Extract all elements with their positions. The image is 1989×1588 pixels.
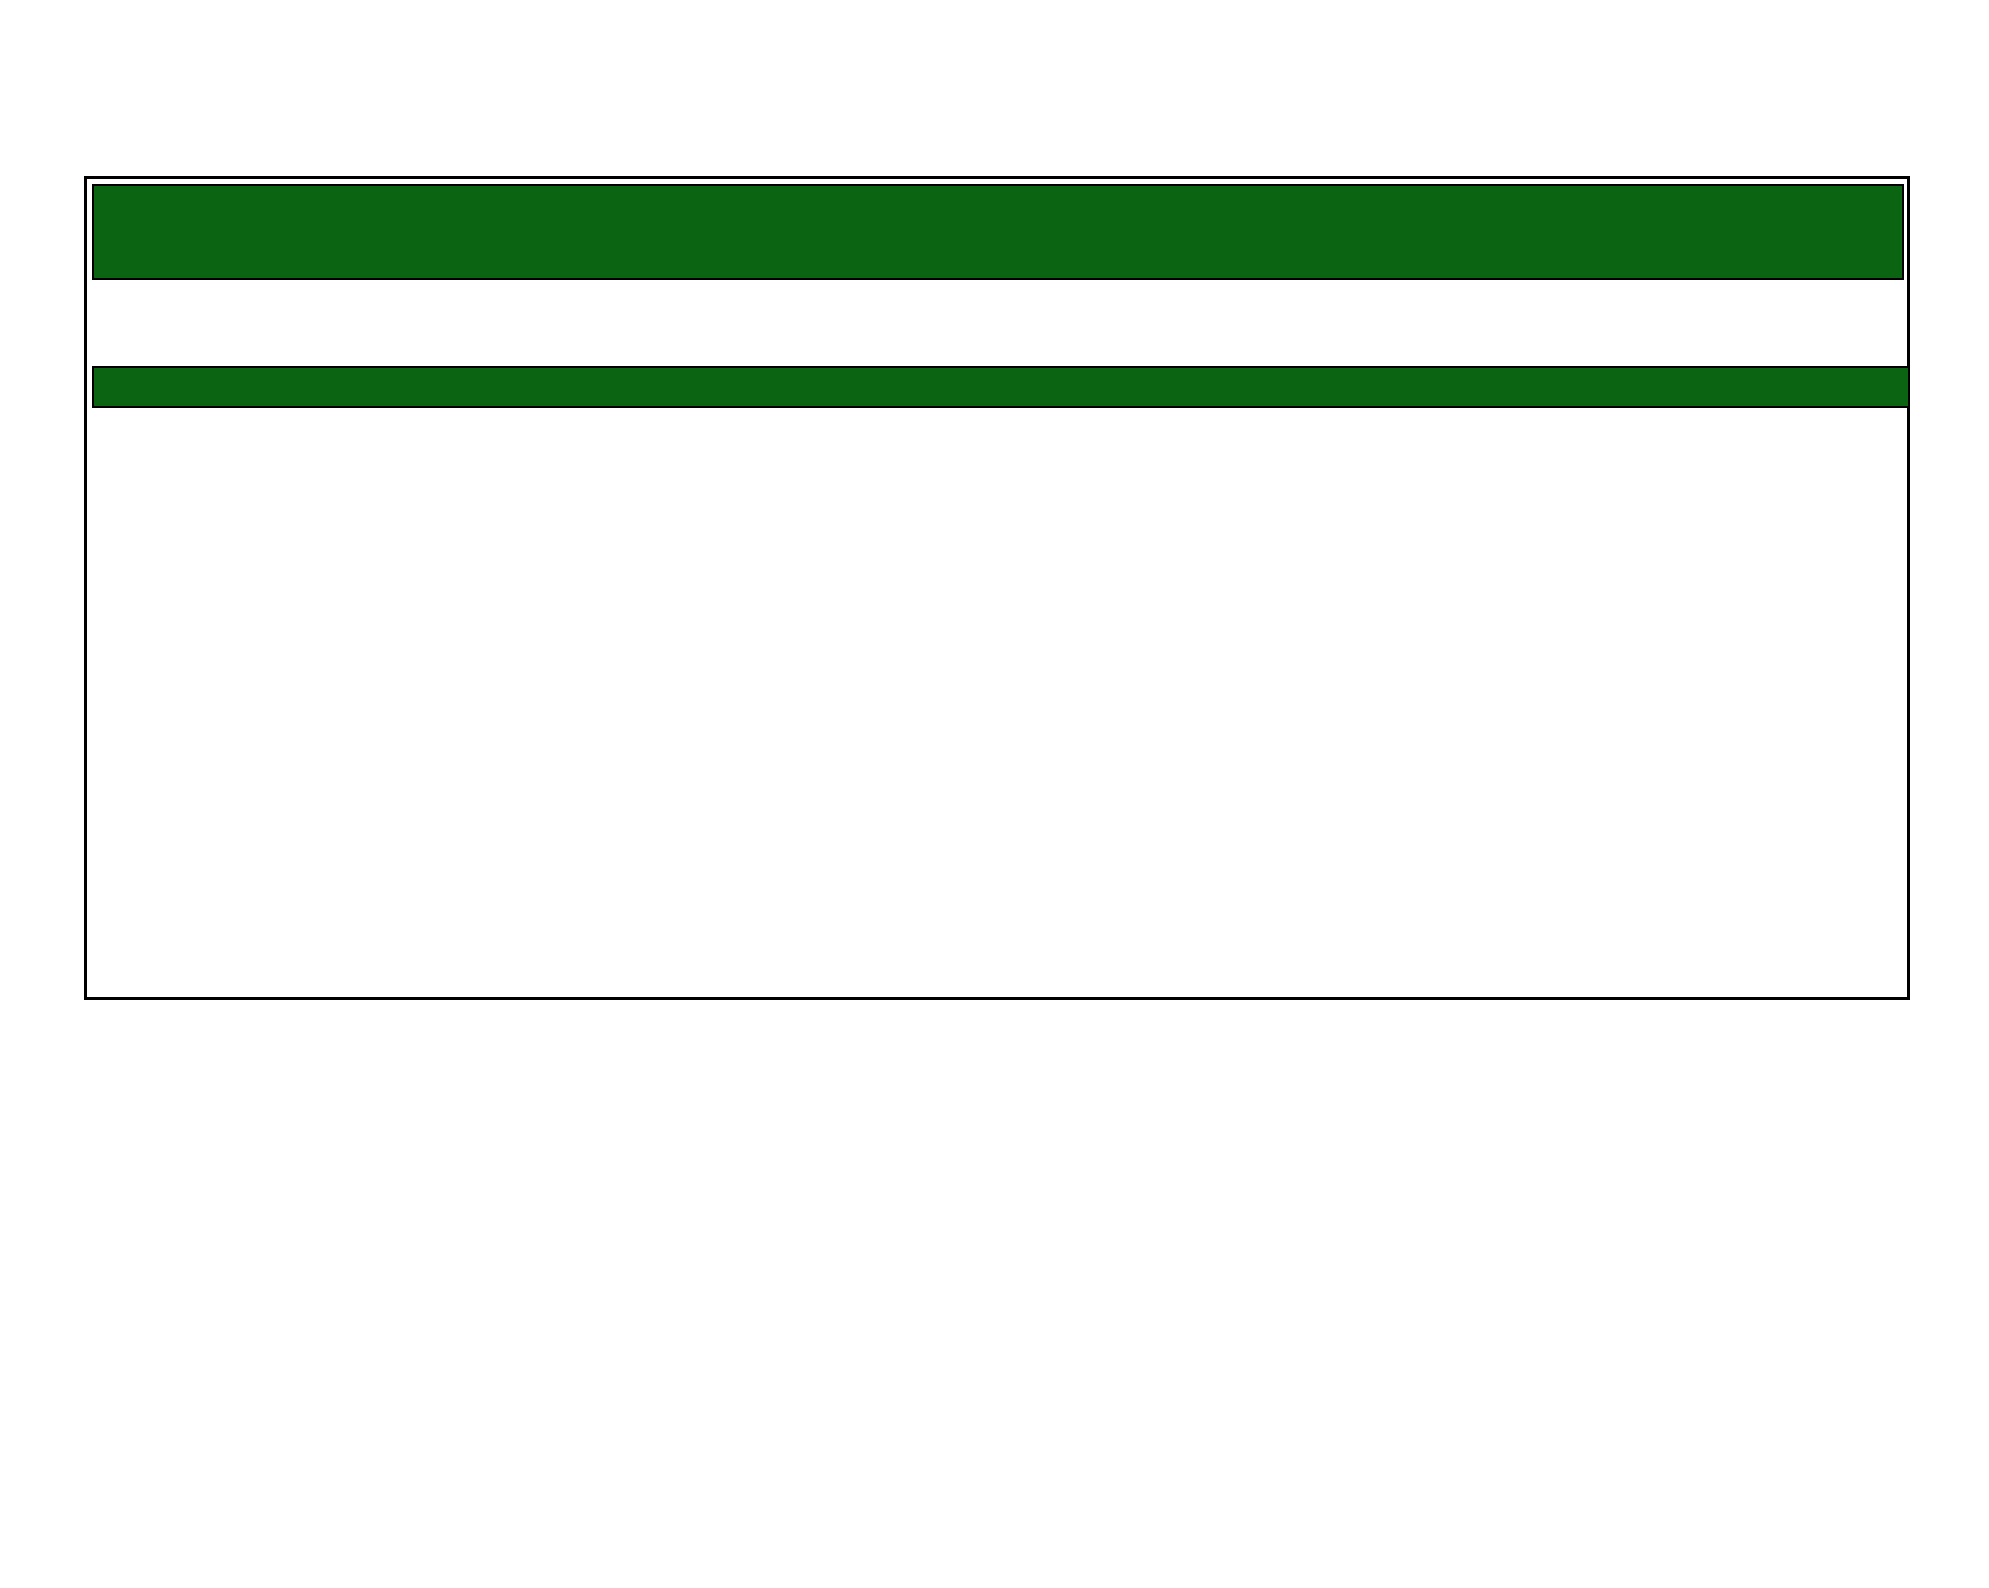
- separator-bar: [92, 366, 1910, 408]
- day-headers: [0, 136, 1989, 176]
- menu-table: [92, 184, 1904, 994]
- entrees-band: [92, 184, 1904, 280]
- entree-row: [92, 280, 1904, 366]
